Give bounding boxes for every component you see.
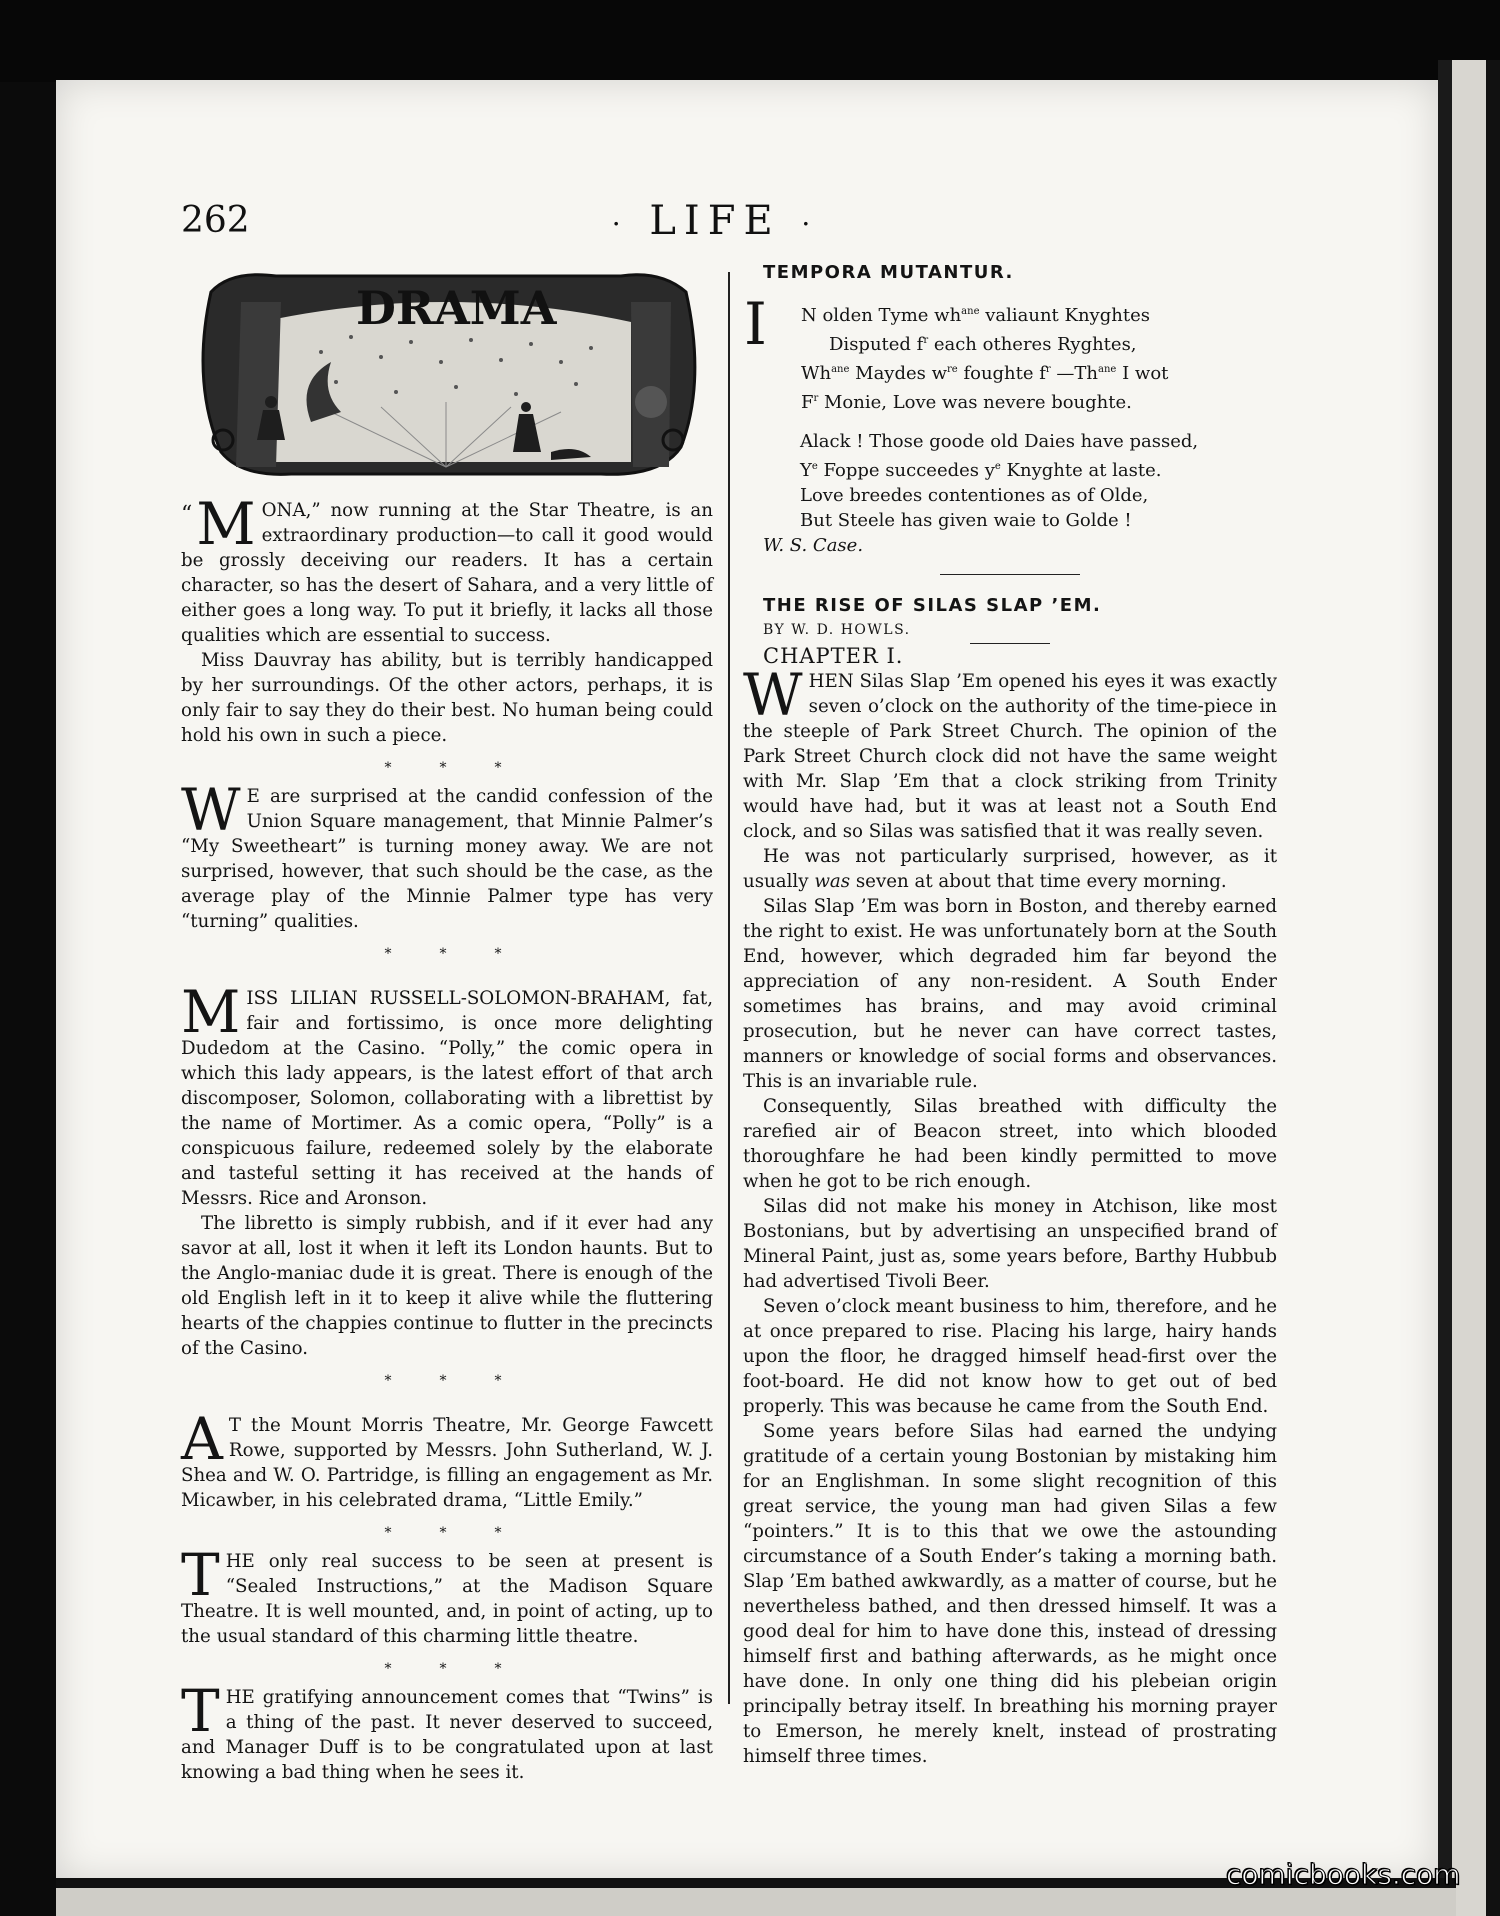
masthead-title: LIFE: [649, 198, 781, 244]
poem-line: $Y^e$ Foppe succeedes $y^e$ Knyghte at laste.: [800, 460, 1162, 481]
story-paragraph: Some years before Silas had earned the undying gratitude of a certain young Bostonian by mistaking him for an Englishman. In some slight recognition of this great service, the young man had given Silas a few “pointers.” It is to this that we owe the astounding circumstance of a South Ender’s taking a morning bath. Slap ’Em bathed awkwardly, as a matter of course, but he nevertheless bathed, and then dressed himself. It was a good deal for him to have done this, instead of dressing himself first and bathing afterwards, as he might once have done. In only one thing did his plebeian origin principally betray itself. In breathing his morning prayer to Emerson, he merely knelt, instead of prostrating himself three times.: [743, 1421, 1277, 1767]
drop-cap: A: [181, 1405, 223, 1473]
drop-cap: I: [744, 290, 767, 358]
column-divider: [728, 272, 730, 1704]
article-text: HE only real success to be seen at present is “Sealed Instructions,” at the Madison Square Theatre. It is well mounted, and, in point of acting, up to the usual standard of this charming little theatre.: [181, 1551, 713, 1647]
story-paragraph: He was not particularly surprised, however, as it usually was seven at about that time every morning.: [743, 846, 1277, 892]
story-byline: BY W. D. HOWLS.: [763, 622, 911, 638]
article-text: ONA,” now running at the Star Theatre, is an extraordinary production—to call it good would be grossly deceiving our readers. It has a certain character, so has the desert of Sahara, and a very little of either goes a long way. To put it briefly, it lacks all those qualities which are essential to success.: [181, 500, 713, 646]
right-column: [743, 260, 1277, 1769]
poem-line: Love breedes contentiones as of Olde,: [800, 485, 1149, 506]
section-separator: ***: [384, 1373, 550, 1389]
poem-line: Disputed $f^r$ each otheres Ryghtes,: [829, 334, 1137, 355]
section-separator: ***: [384, 1661, 550, 1677]
section-separator: ***: [384, 1525, 550, 1541]
drop-cap: T: [181, 1541, 220, 1609]
masthead-dot-right: ·: [801, 207, 819, 241]
article-polly: [181, 978, 713, 1211]
drama-column: [181, 490, 713, 1785]
drop-cap: W: [181, 776, 241, 844]
poem-line: But Steele has given waie to Golde !: [800, 510, 1132, 531]
section-separator: ***: [384, 946, 550, 962]
poem-stanza-1: [744, 290, 1277, 415]
scan-background-top: [0, 0, 1500, 82]
article-twins: [181, 1677, 713, 1785]
poem-line: $Wh^{ane}$ Maydes $w^{re}$ foughte $f^r$ $—Th^{ane}$ I wot: [801, 363, 1169, 384]
article-sealed-instructions: [181, 1541, 713, 1649]
drama-banner-illustration: [181, 262, 711, 484]
story-paragraph: Seven o’clock meant business to him, therefore, and he at once prepared to rise. Placing his large, hairy hands upon the floor, he dragged himself head-first over the foot-board. He did not know how to get out of bed properly. This was because he came from the South End.: [743, 1296, 1277, 1417]
article-text: E are surprised at the candid confession of the Union Square management, that Minnie Palmer’s “My Sweetheart” is turning money away. We are not surprised, however, that such should be the case, as the average play of the Minnie Palmer type has very “turning” qualities.: [181, 786, 713, 932]
chapter-heading: CHAPTER I.: [763, 644, 904, 668]
poem-line: Alack ! Those goode old Daies have passed,: [800, 431, 1199, 452]
poem-stanza-2: [800, 429, 1277, 533]
page-number: 262: [181, 200, 250, 241]
section-separator: ***: [384, 760, 550, 776]
drop-cap: M: [196, 490, 256, 558]
article-mona: [181, 490, 713, 648]
story-paragraph: Silas Slap ’Em was born in Boston, and thereby earned the right to exist. He was unfortunately born at the South End, however, which degraded him far beyond the appreciation of any non-resident. A South Ender sometimes has brains, and may avoid criminal prosecution, but he never can have correct tastes, manners or knowledge of social forms and observances. This is an invariable rule.: [743, 896, 1277, 1092]
story-text: HEN Silas Slap ’Em opened his eyes it was exactly seven o’clock on the authority of the time-piece in the steeple of Park Street Church. The opinion of the Park Street Church clock did not have the same weight with Mr. Slap ’Em that a clock striking from Trinity would have had, but it was at least not a South End clock, and so Silas was satisfied that it was really seven.: [743, 671, 1277, 842]
drop-cap: W: [743, 661, 803, 729]
drop-cap: M: [181, 978, 241, 1046]
story-title: THE RISE OF SILAS SLAP ’EM.: [763, 595, 1102, 616]
poem-line: $F^r$ Monie, Love was nevere boughte.: [801, 392, 1132, 413]
article-text: HE gratifying announcement comes that “Twins” is a thing of the past. It never deserved to succeed, and Manager Duff is to be congratulated upon at last knowing a bad thing when he sees it.: [181, 1687, 713, 1783]
article-little-emily: [181, 1405, 713, 1513]
article-text: T the Mount Morris Theatre, Mr. George Fawcett Rowe, supported by Messrs. John Sutherland, W. J. Shea and W. O. Partridge, is filling an engagement as Mr. Micawber, in his celebrated drama, “Little Emily.”: [181, 1415, 713, 1511]
magazine-masthead: [600, 198, 830, 244]
drama-banner-lettering: DRAMA: [356, 281, 557, 335]
article-sweetheart: [181, 776, 713, 934]
story-paragraph: Silas did not make his money in Atchison, like most Bostonians, but by advertising an unspecified brand of Mineral Paint, just as, some years before, Barthy Hubbub had advertised Tivoli Beer.: [743, 1196, 1277, 1292]
article-paragraph: Miss Dauvray has ability, but is terribly handicapped by her surroundings. Of the other actors, perhaps, it is only fair to say they do their best. No human being could hold his own in such a piece.: [181, 650, 713, 746]
poem-title: TEMPORA MUTANTUR.: [763, 262, 1014, 283]
masthead-dot-left: ·: [611, 207, 629, 241]
section-rule: [940, 574, 1080, 575]
site-watermark: comicbooks.com: [1226, 1858, 1461, 1891]
article-text: ISS LILIAN RUSSELL-SOLOMON-BRAHAM, fat, fair and fortissimo, is once more delighting Dudedom at the Casino. “Polly,” the comic opera in which this lady appears, is the latest effort of that arch discomposer, Solomon, collaborating with a librettist by the name of Mortimer. As a comic opera, “Polly” is a conspicuous failure, redeemed solely by the elaborate and tasteful setting it has received at the hands of Messrs. Rice and Aronson.: [181, 988, 713, 1209]
story-paragraph: Consequently, Silas breathed with difficulty the rarefied air of Beacon street, into which blooded thoroughfare he had been kindly permitted to move when he got to be rich enough.: [743, 1096, 1277, 1192]
article-paragraph: The libretto is simply rubbish, and if it ever had any savor at all, lost it when it left its London haunts. But to the Anglo-maniac dude it is great. There is enough of the old English left in it to keep it alive while the fluttering hearts of the chappies continue to flutter in the precincts of the Casino.: [181, 1213, 713, 1359]
open-quote: “: [181, 502, 193, 527]
adjacent-page-edge: [1438, 60, 1500, 1916]
story-paragraph: [743, 661, 1277, 844]
drop-cap: T: [181, 1677, 220, 1745]
poem-line: N olden Tyme $wh^{ane}$ valiaunt Knyghtes: [801, 305, 1150, 326]
poem-signature: W. S. Case.: [763, 535, 864, 556]
